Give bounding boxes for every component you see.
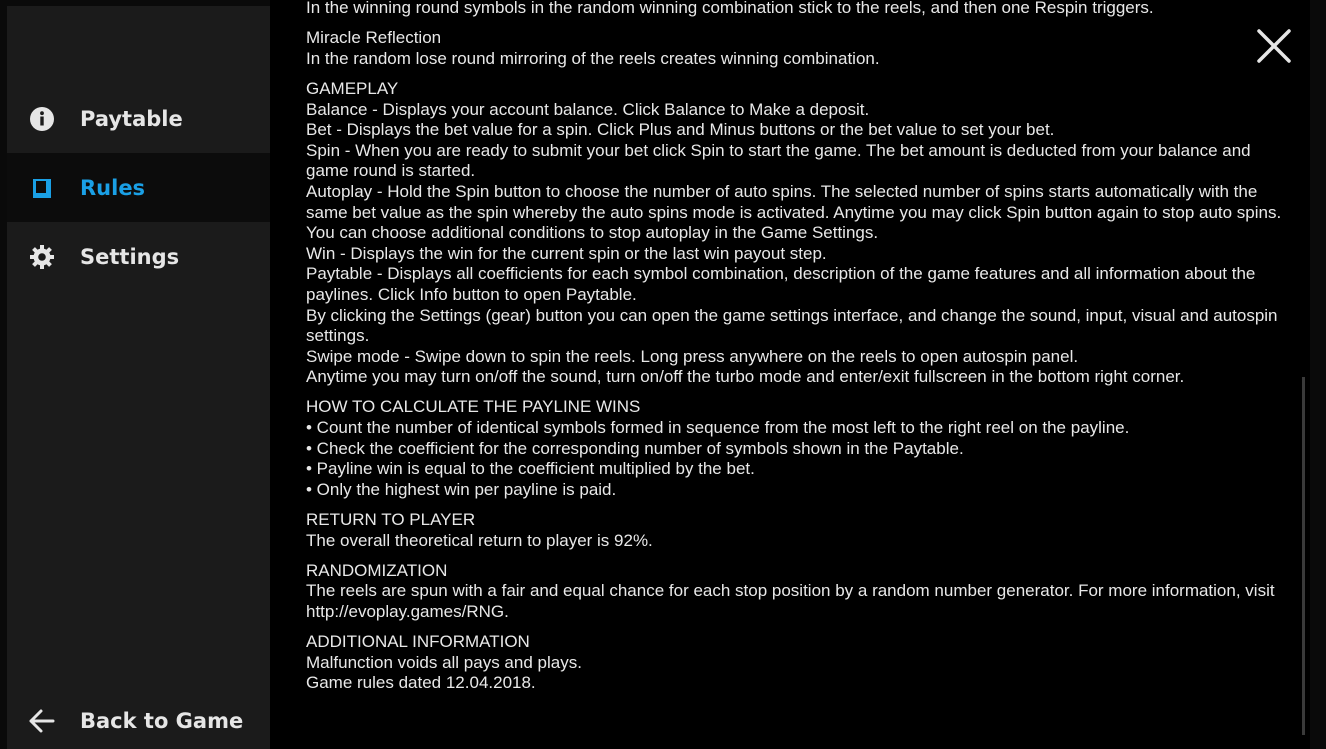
rule-line: Autoplay - Hold the Spin button to choose the number of auto spins. The selected number of spins starts automatically with the same bet value as the spin whereby the auto spins mode is activated. Anytime you may click Spin button again to stop auto spins. You can choose additional conditions to stop autoplay in the Game Settings. — [306, 181, 1282, 243]
sidebar-item-label: Settings — [80, 244, 180, 269]
section-title: GAMEPLAY — [306, 78, 399, 98]
rule-line: Anytime you may turn on/off the sound, turn on/off the turbo mode and enter/exit fullscreen in the bottom right corner. — [306, 367, 1185, 387]
rule-line: • Only the highest win per payline is paid. — [306, 479, 617, 499]
left-edge — [0, 0, 7, 749]
gear-icon — [28, 243, 56, 271]
rule-line: • Check the coefficient for the corresponding number of symbols shown in the Paytable. — [306, 438, 964, 458]
rule-line: By clicking the Settings (gear) button you can open the game settings interface, and change the sound, input, visual and autospin settings. — [306, 305, 1278, 346]
section-title: Miracle Reflection — [306, 28, 442, 48]
rule-line: Balance - Displays your account balance. Click Balance to Make a deposit. — [306, 99, 870, 119]
arrow-left-icon — [27, 707, 55, 735]
rules-text — [306, 0, 1296, 704]
rule-line: Malfunction voids all pays and plays. — [306, 652, 582, 672]
additional-section — [306, 632, 1296, 694]
intro-section — [306, 0, 1296, 19]
info-icon — [28, 105, 56, 133]
section-title: HOW TO CALCULATE THE PAYLINE WINS — [306, 397, 641, 417]
close-button[interactable] — [1255, 27, 1293, 65]
section-title: RANDOMIZATION — [306, 560, 448, 580]
close-icon — [1255, 27, 1293, 65]
rule-line: Spin - When you are ready to submit your bet click Spin to start the game. The bet amount is deducted from your balance and game round is started. — [306, 140, 1251, 181]
sidebar — [7, 6, 270, 749]
back-to-game-button[interactable] — [7, 693, 270, 749]
rule-line: • Count the number of identical symbols formed in sequence from the most left to the right reel on the payline. — [306, 418, 1130, 438]
back-to-game-label: Back to Game — [80, 709, 244, 733]
rule-line: Swipe mode - Swipe down to spin the reels. Long press anywhere on the reels to open autospin panel. — [306, 346, 1079, 366]
sidebar-item-label: Rules — [80, 175, 146, 200]
rules-content — [270, 0, 1310, 749]
rule-line: The overall theoretical return to player is 92%. — [306, 530, 653, 550]
sidebar-item-paytable[interactable] — [7, 84, 270, 153]
rtp-section — [306, 510, 1296, 551]
rule-line: Win - Displays the win for the current spin or the last win payout step. — [306, 243, 827, 263]
rule-line: In the winning round symbols in the random winning combination stick to the reels, and then one Respin triggers. — [306, 0, 1154, 17]
section-title: RETURN TO PLAYER — [306, 510, 476, 530]
scrollbar[interactable] — [1302, 377, 1305, 735]
rule-line: In the random lose round mirroring of the reels creates winning combination. — [306, 48, 880, 68]
rule-line: • Payline win is equal to the coefficient multiplied by the bet. — [306, 459, 755, 479]
rule-line: The reels are spun with a fair and equal chance for each stop position by a random number generator. For more information, visit http://evoplay.games/RNG. — [306, 581, 1275, 621]
gameplay-section — [306, 79, 1296, 388]
payline-section — [306, 397, 1296, 500]
rule-line: Paytable - Displays all coefficients for each symbol combination, description of the game features and all information about the paylines. Click Info button to open Paytable. — [306, 264, 1256, 304]
miracle-section — [306, 28, 1296, 69]
sidebar-item-label: Paytable — [80, 106, 183, 131]
sidebar-item-settings[interactable] — [7, 222, 270, 291]
rule-line: Bet - Displays the bet value for a spin. Click Plus and Minus buttons or the bet value to set your bet. — [306, 120, 1055, 140]
sidebar-item-rules[interactable] — [7, 153, 270, 222]
section-title: ADDITIONAL INFORMATION — [306, 632, 530, 652]
book-icon — [28, 174, 56, 202]
rule-line: Game rules dated 12.04.2018. — [306, 673, 536, 693]
randomization-section — [306, 561, 1296, 623]
